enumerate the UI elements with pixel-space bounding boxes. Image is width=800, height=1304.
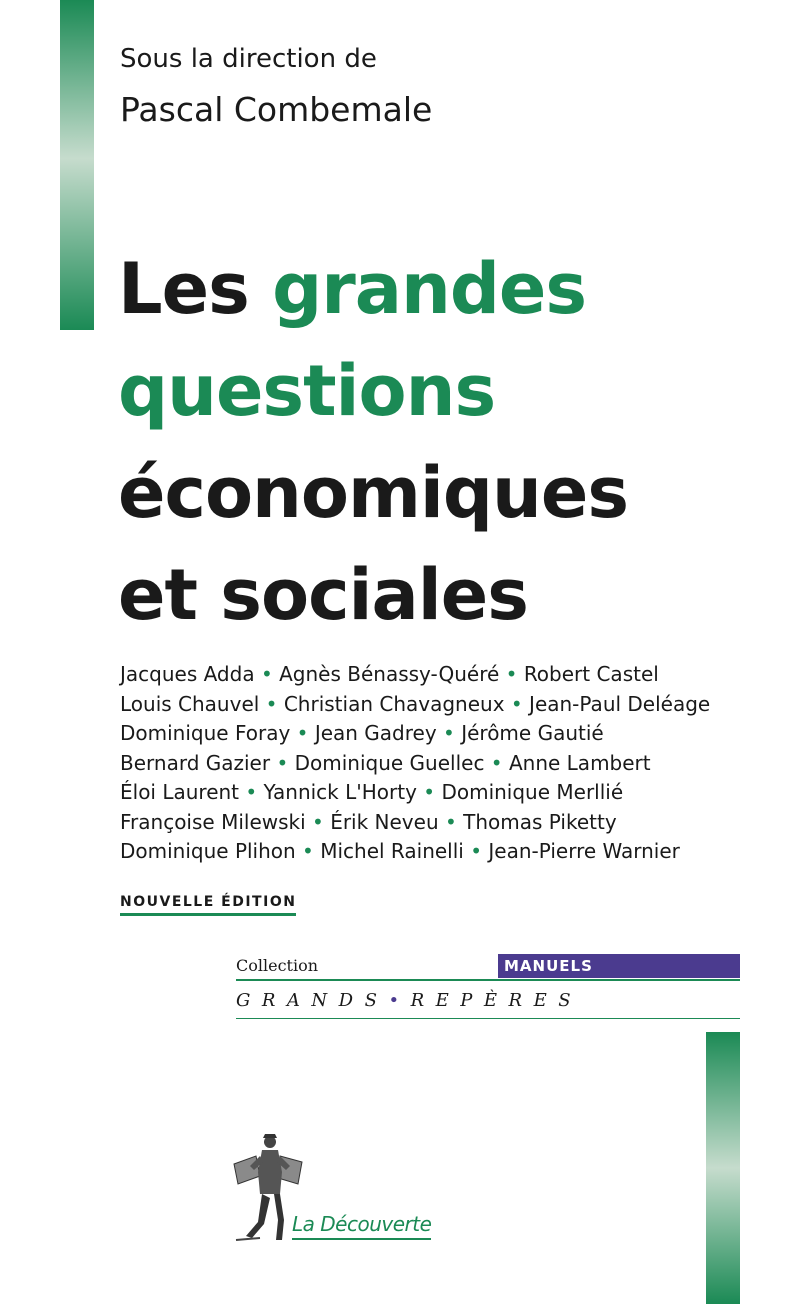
author-name: Éloi Laurent: [120, 780, 240, 804]
author-name: Dominique Plihon: [120, 839, 296, 863]
series-part-1: GRANDS: [236, 990, 389, 1011]
edition-label: NOUVELLE ÉDITION: [120, 894, 296, 916]
author-name: Jean Gadrey: [314, 721, 437, 745]
collection-badge: MANUELS: [498, 954, 740, 978]
collection-series-name: [236, 990, 740, 1011]
collection-label: Collection: [236, 956, 319, 975]
author-name: Jean-Pierre Warnier: [488, 839, 680, 863]
author-name: Jérôme Gautié: [461, 721, 604, 745]
authors-line: [120, 749, 720, 779]
bullet-separator: •: [270, 750, 295, 775]
bullet-separator: •: [504, 691, 530, 716]
title-word-grandes: grandes: [272, 248, 587, 330]
authors-line: [120, 690, 720, 720]
author-name: Bernard Gazier: [120, 750, 271, 775]
authors-list: [120, 660, 720, 867]
author-name: Michel Rainelli: [320, 839, 464, 863]
authors-line: [120, 837, 720, 867]
bullet-separator: •: [254, 662, 280, 686]
bullet-separator: •: [290, 721, 315, 745]
collection-rule-bottom: [236, 1018, 740, 1019]
author-name: Louis Chauvel: [120, 691, 260, 716]
authors-line: [120, 808, 720, 838]
bullet-separator: •: [463, 839, 489, 863]
author-name: Jean-Paul Deléage: [529, 691, 711, 716]
publisher-name: La Découverte: [292, 1212, 431, 1240]
author-name: Dominique Guellec: [294, 750, 485, 775]
author-name: Anne Lambert: [508, 750, 651, 775]
title-line-4: et sociales: [118, 554, 528, 636]
bullet-separator: •: [295, 839, 321, 863]
bullet-separator: •: [438, 809, 464, 834]
author-name: Yannick L'Horty: [263, 780, 417, 804]
book-title: [118, 238, 758, 646]
bullet-separator: •: [484, 750, 509, 775]
green-decorative-bar-top: [60, 0, 94, 330]
green-decorative-bar-bottom: [706, 1032, 740, 1304]
author-name: Agnès Bénassy-Quéré: [279, 662, 500, 686]
author-name: Christian Chavagneux: [283, 691, 505, 716]
author-name: Thomas Piketty: [463, 809, 617, 834]
author-name: Dominique Foray: [120, 721, 291, 745]
title-line-2: questions: [118, 350, 496, 432]
authors-line: [120, 660, 720, 690]
title-line-1: [118, 238, 758, 340]
author-name: Robert Castel: [523, 662, 659, 686]
bullet-separator: •: [436, 721, 462, 745]
bullet-separator: •: [305, 809, 331, 834]
author-name: Dominique Merllié: [441, 780, 624, 804]
collection-rule-top: [236, 979, 740, 981]
editor-name: Pascal Combemale: [120, 90, 433, 129]
series-separator-dot: •: [388, 990, 411, 1011]
series-part-2: REPÈRES: [410, 990, 583, 1011]
author-name: Françoise Milewski: [120, 809, 306, 834]
author-name: Jacques Adda: [120, 662, 255, 686]
authors-line: [120, 719, 720, 749]
bullet-separator: •: [416, 780, 442, 804]
title-word-les: Les: [118, 248, 249, 330]
bullet-separator: •: [239, 780, 264, 804]
title-line-3: économiques: [118, 452, 629, 534]
bullet-separator: •: [259, 691, 284, 716]
bullet-separator: •: [499, 662, 524, 686]
authors-line: [120, 778, 720, 808]
editor-lead: Sous la direction de: [120, 44, 377, 74]
author-name: Érik Neveu: [330, 809, 439, 834]
